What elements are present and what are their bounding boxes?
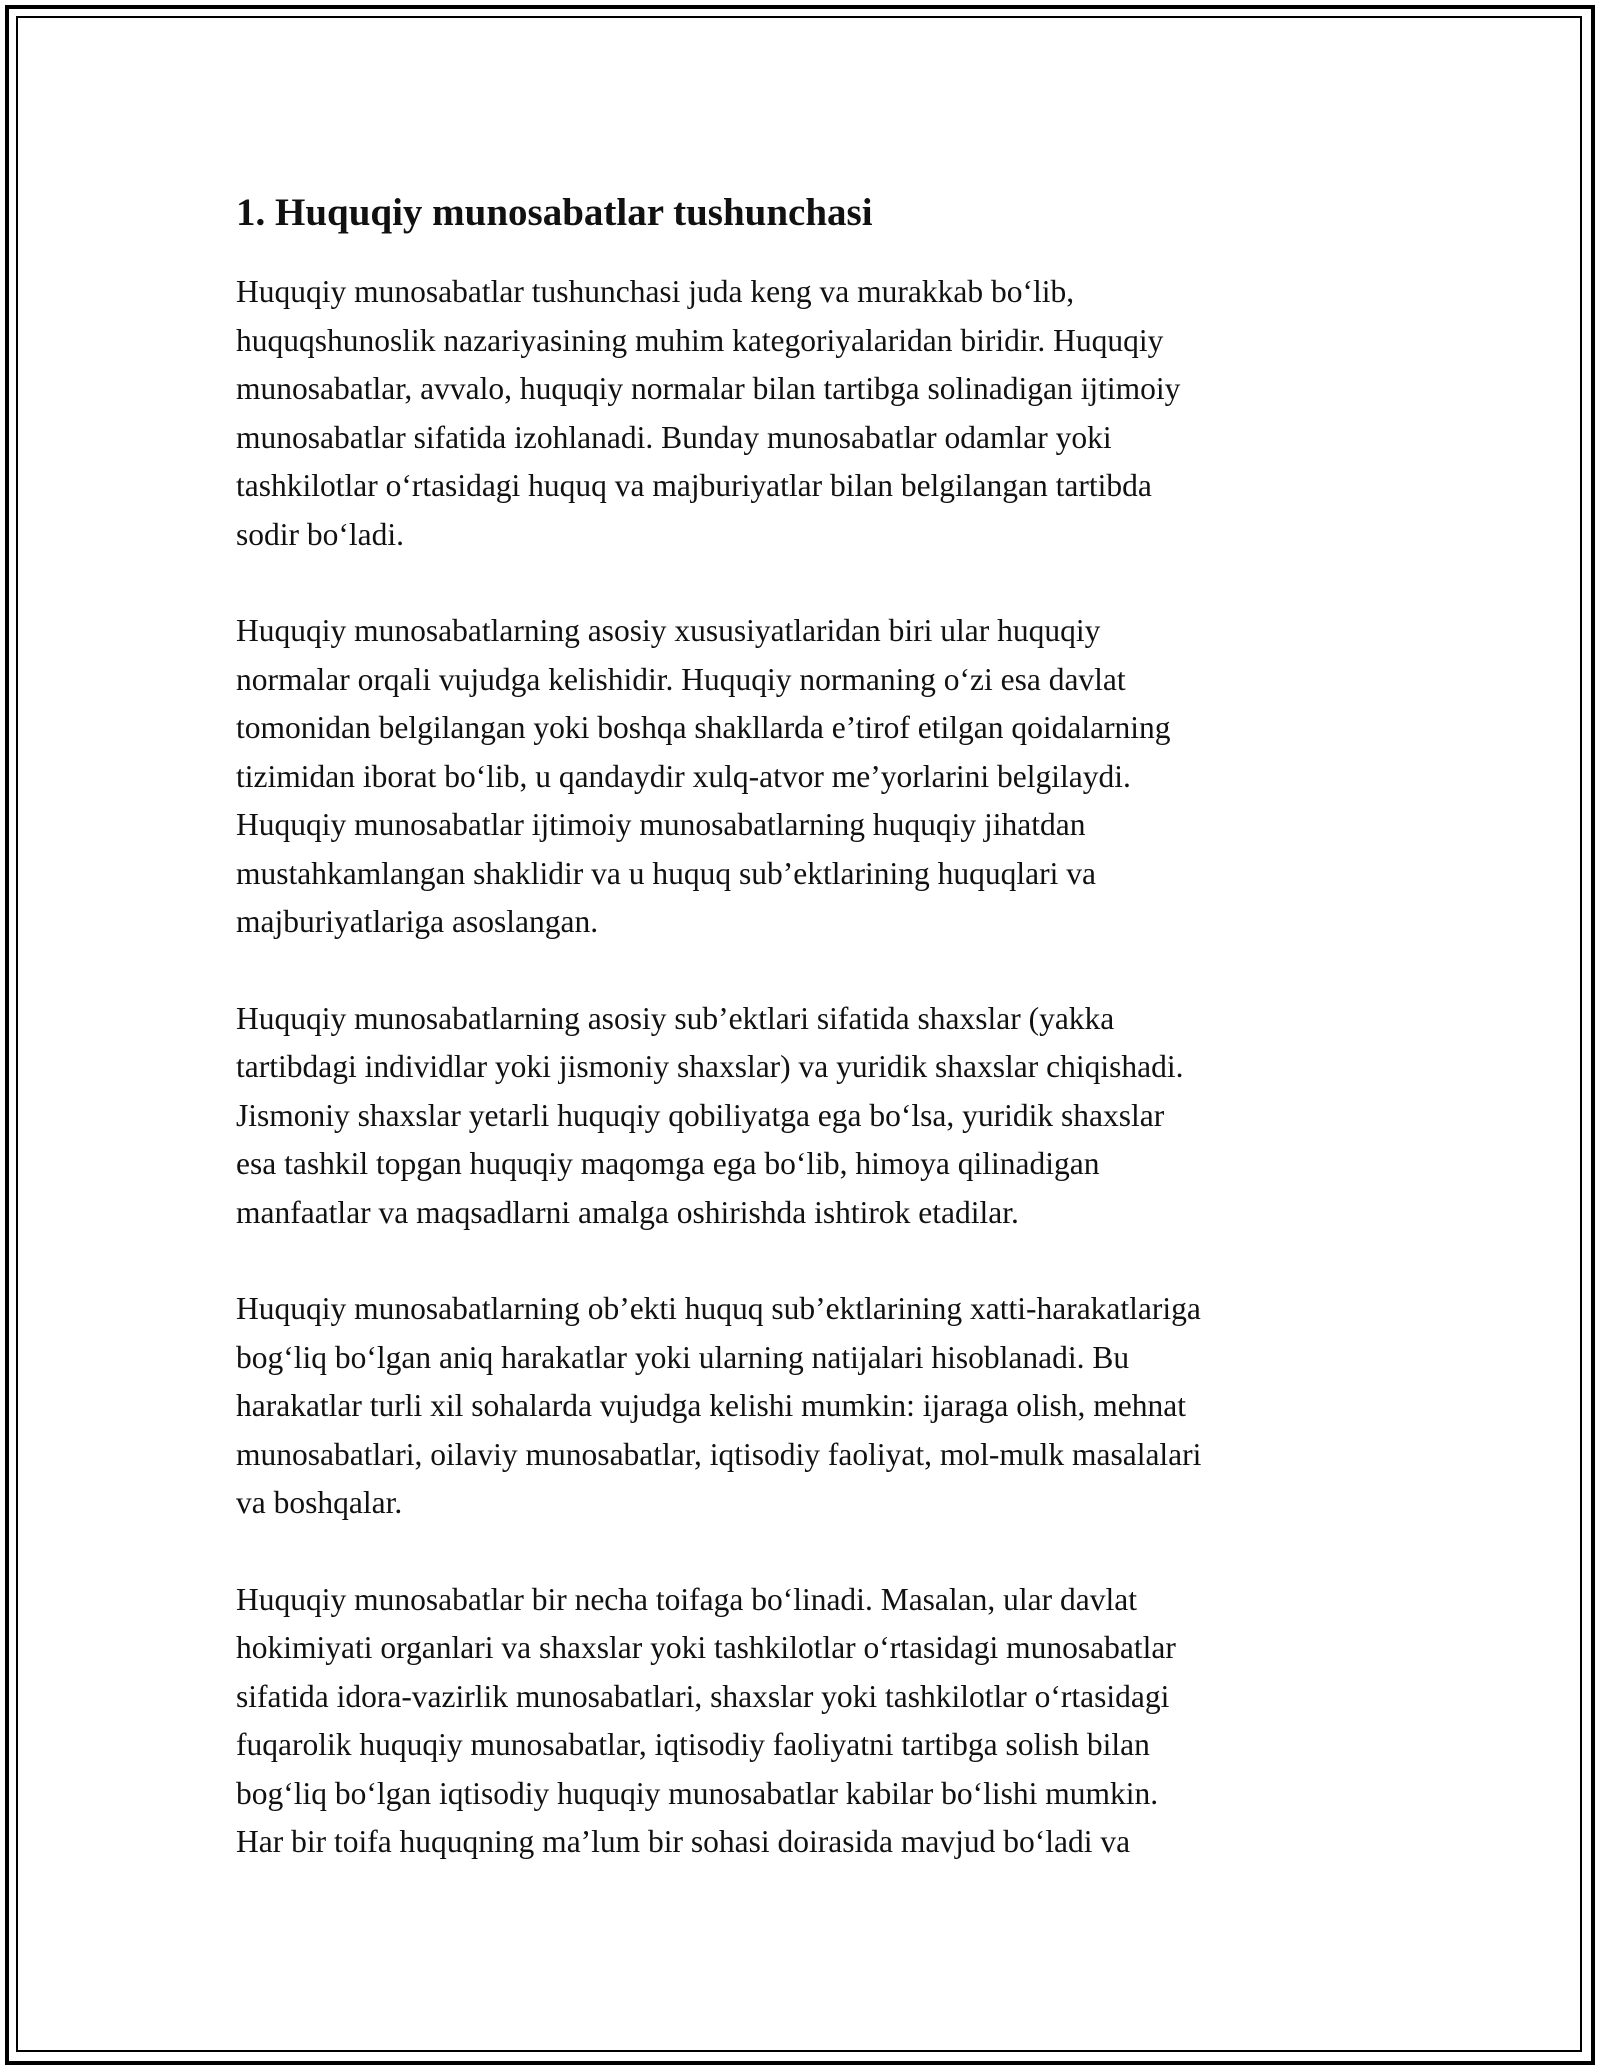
text-line: bog‘liq bo‘lgan iqtisodiy huquqiy munosabatlar kabilar bo‘lishi mumkin. <box>236 1775 1159 1811</box>
document-body <box>236 186 1366 1915</box>
text-line: Huquqiy munosabatlar bir necha toifaga bo‘linadi. Masalan, ular davlat <box>236 1581 1137 1617</box>
text-line: mustahkamlangan shaklidir va u huquq sub’ektlarining huquqlari va <box>236 855 1096 891</box>
text-line: Huquqiy munosabatlarning ob’ekti huquq sub’ektlarining xatti-harakatlariga <box>236 1291 1201 1326</box>
text-line: tomonidan belgilangan yoki boshqa shakllarda e’tirof etilgan qoidalarning <box>236 710 1171 745</box>
text-line: esa tashkil topgan huquqiy maqomga ega bo‘lib, himoya qilinadigan <box>236 1146 1100 1181</box>
text-line: Huquqiy munosabatlarning asosiy sub’ektlari sifatida shaxslar (yakka <box>236 1000 1115 1036</box>
text-line: harakatlar turli xil sohalarda vujudga kelishi mumkin: ijaraga olish, mehnat <box>236 1388 1186 1423</box>
text-line: hokimiyati organlari va shaxslar yoki tashkilotlar o‘rtasidagi munosabatlar <box>236 1630 1176 1665</box>
text-line: tizimidan iborat bo‘lib, u qandaydir xulq-atvor me’yorlarini belgilaydi. <box>236 758 1131 794</box>
text-line: munosabatlar sifatida izohlanadi. Bunday munosabatlar odamlar yoki <box>236 419 1112 455</box>
paragraph-1 <box>236 268 1366 559</box>
section-heading: 1. Huquqiy munosabatlar tushunchasi <box>236 191 873 234</box>
text-line: bog‘liq bo‘lgan aniq harakatlar yoki ularning natijalari hisoblanadi. Bu <box>236 1339 1130 1375</box>
text-line: normalar orqali vujudga kelishidir. Huquqiy normaning o‘zi esa davlat <box>236 661 1126 697</box>
text-line: sifatida idora-vazirlik munosabatlari, shaxslar yoki tashkilotlar o‘rtasidagi <box>236 1678 1170 1714</box>
text-line: munosabatlari, oilaviy munosabatlar, iqtisodiy faoliyat, mol-mulk masalalari <box>236 1436 1202 1472</box>
text-line: majburiyatlariga asoslangan. <box>236 904 599 939</box>
text-line: Huquqiy munosabatlar ijtimoiy munosabatlarning huquqiy jihatdan <box>236 807 1086 842</box>
text-line: Huquqiy munosabatlarning asosiy xususiyatlaridan biri ular huquqiy <box>236 613 1101 648</box>
text-line: Huquqiy munosabatlar tushunchasi juda keng va murakkab bo‘lib, <box>236 274 1075 309</box>
text-line: va boshqalar. <box>236 1485 403 1520</box>
paragraph-5 <box>236 1576 1366 1867</box>
text-line: manfaatlar va maqsadlarni amalga oshirishda ishtirok etadilar. <box>236 1194 1019 1230</box>
text-line: Har bir toifa huquqning ma’lum bir sohasi doirasida mavjud bo‘ladi va <box>236 1824 1131 1859</box>
text-line: tashkilotlar o‘rtasidagi huquq va majburiyatlar bilan belgilangan tartibda <box>236 468 1152 503</box>
text-line: huquqshunoslik nazariyasining muhim kategoriyalaridan biridir. Huquqiy <box>236 322 1164 358</box>
text-line: sodir bo‘ladi. <box>236 516 404 552</box>
text-line: Jismoniy shaxslar yetarli huquqiy qobiliyatga ega bo‘lsa, yuridik shaxslar <box>236 1097 1165 1133</box>
text-line: fuqarolik huquqiy munosabatlar, iqtisodiy faoliyatni tartibga solish bilan <box>236 1727 1150 1762</box>
text-line: munosabatlar, avvalo, huquqiy normalar bilan tartibga solinadigan ijtimoiy <box>236 371 1181 406</box>
paragraph-4 <box>236 1285 1366 1528</box>
paragraph-3 <box>236 995 1366 1238</box>
paragraph-2 <box>236 607 1366 947</box>
text-line: tartibdagi individlar yoki jismoniy shaxslar) va yuridik shaxslar chiqishadi. <box>236 1049 1184 1084</box>
